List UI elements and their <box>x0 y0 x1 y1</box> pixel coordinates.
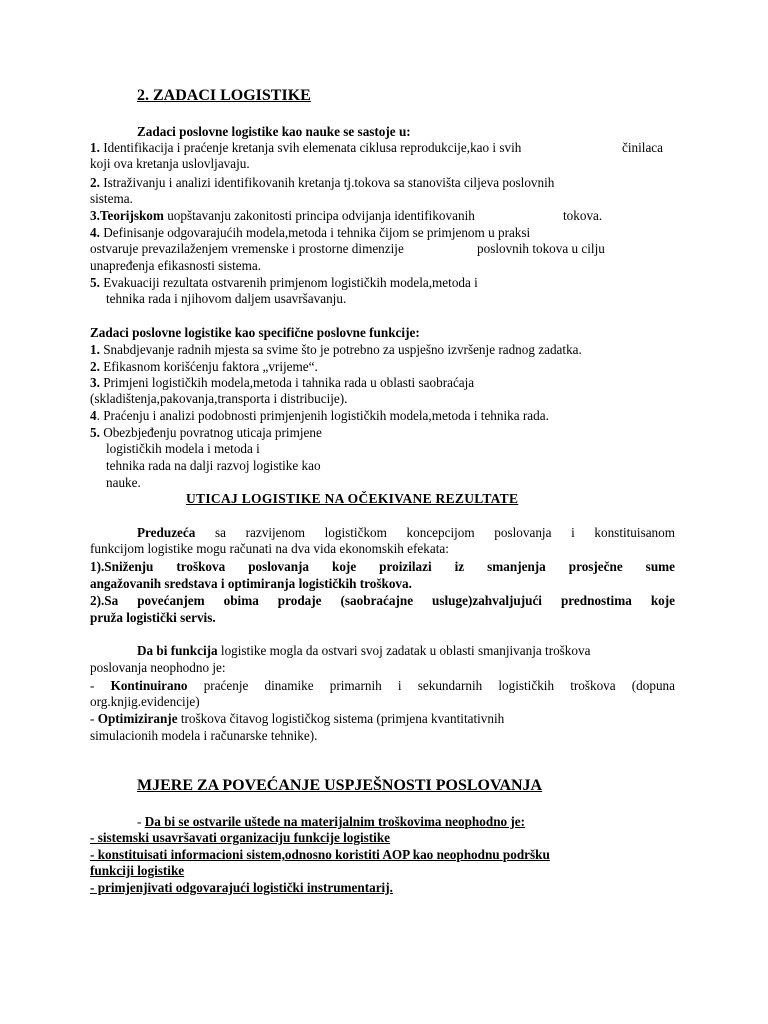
list-item: 3. Primjeni logističkih modela,metoda i tahnika rada u oblasti saobraćaja <box>90 375 475 390</box>
list-item: 5. Evakuaciji rezultata ostvarenih primjenom logističkih modela,metoda i <box>90 275 478 290</box>
list-item-continuation: unapređenja efikasnosti sistema. <box>90 258 262 273</box>
list-item-continuation: (skladištenja,pakovanja,transporta i distribucije). <box>90 391 348 406</box>
section-heading-mjere: MJERE ZA POVEĆANJE USPJEŠNOSTI POSLOVANJA <box>137 777 543 794</box>
section-heading-zadaci: 2. ZADACI LOGISTIKE <box>137 87 311 104</box>
measure-item-continuation: funkciji logistike <box>90 863 185 878</box>
effect-line: pruža logistički servis. <box>90 610 216 625</box>
list-item-continuation: tehnika rada i njihovom daljem usavršavanju. <box>106 291 347 306</box>
effect-line: 2).Sa povećanjem obima prodaje (saobraćajne usluge)zahvaljujući prednostima koje <box>90 593 675 608</box>
paragraph-line: Da bi funkcija logistike mogla da ostvari svoj zadatak u oblasti smanjivanja troškova <box>137 643 591 658</box>
list-item: 4. Definisanje odgovarajućih modela,metoda i tehnika čijom se primjenom u praksi <box>90 225 531 240</box>
list-item: 2. Efikasnom korišćenju faktora „vrijeme“. <box>90 359 318 374</box>
list-item-continuation: nauke. <box>106 475 141 490</box>
list-item-continuation: ostvaruje prevazilaženjem vremenske i prostorne dimenzije <box>90 241 404 256</box>
effect-line: 1).Sniženju troškova poslovanja koje proizilazi iz smanjenja prosječne sume <box>90 559 675 574</box>
bullet-line: - Kontinuirano praćenje dinamike primarnih i sekundarnih logističkih troškova (dopuna <box>90 678 676 693</box>
measure-item: - primjenjivati odgovarajući logistički instrumentarij. <box>90 880 393 895</box>
measure-item: - sistemski usavršavati organizaciju funkcije logistike <box>90 830 391 845</box>
measure-item: - konstituisati informacioni sistem,odnosno koristiti AOP kao neophodnu podršku <box>90 847 550 862</box>
list-item-continuation: koji ova kretanja uslovljavaju. <box>90 156 250 171</box>
list-item-continuation: činilaca <box>622 140 663 155</box>
list-item: 1. Identifikacija i praćenje kretanja svih elemenata ciklusa reprodukcije,kao i svih <box>90 140 522 155</box>
bullet-line-continuation: simulacionih modela i računarske tehnike). <box>90 728 318 743</box>
list-item: 2. Istraživanju i analizi identifikovanih kretanja tj.tokova sa stanovišta ciljeva poslovnih <box>90 175 555 190</box>
list-item-continuation: sistema. <box>90 191 133 206</box>
science-tasks-intro: Zadaci poslovne logistike kao nauke se sastoje u: <box>137 124 411 139</box>
list-item: 1. Snabdjevanje radnih mjesta sa svime što je potrebno za uspješno izvršenje radnog zadatka. <box>90 342 582 357</box>
list-item: 5. Obezbjeđenju povratnog uticaja primjene <box>90 425 322 440</box>
list-item: 4. Praćenju i analizi podobnosti primjenjenih logističkih modela,metoda i tehnika rada. <box>90 408 549 423</box>
bullet-line: - Optimiziranje troškova čitavog logističkog sistema (primjena kvantitativnih <box>90 711 505 726</box>
list-item-continuation: tehnika rada na dalji razvoj logistike kao <box>106 458 321 473</box>
effect-line: angažovanih sredstava i optimiranja logističkih troškova. <box>90 576 412 591</box>
paragraph-line: Preduzeća sa razvijenom logističkom koncepcijom poslovanja i konstituisanom <box>137 525 675 540</box>
bullet-line-continuation: org.knjig.evidencije) <box>90 694 200 709</box>
list-item-continuation: tokova. <box>563 208 603 223</box>
measures-intro: - Da bi se ostvarile uštede na materijalnim troškovima neophodno je: <box>137 814 526 829</box>
list-item: 3.Teorijskom uopštavanju zakonitosti principa odvijanja identifikovanih <box>90 208 475 223</box>
section-heading-uticaj: UTICAJ LOGISTIKE NA OČEKIVANE REZULTATE <box>186 491 519 506</box>
paragraph-line: funkcijom logistike mogu računati na dva vida ekonomskih efekata: <box>90 541 449 556</box>
list-item-continuation: logističkih modela i metoda i <box>106 441 260 456</box>
paragraph-line: poslovanja neophodno je: <box>90 660 226 675</box>
list-item-continuation: poslovnih tokova u cilju <box>477 241 605 256</box>
function-tasks-intro: Zadaci poslovne logistike kao specifične poslovne funkcije: <box>90 325 420 340</box>
